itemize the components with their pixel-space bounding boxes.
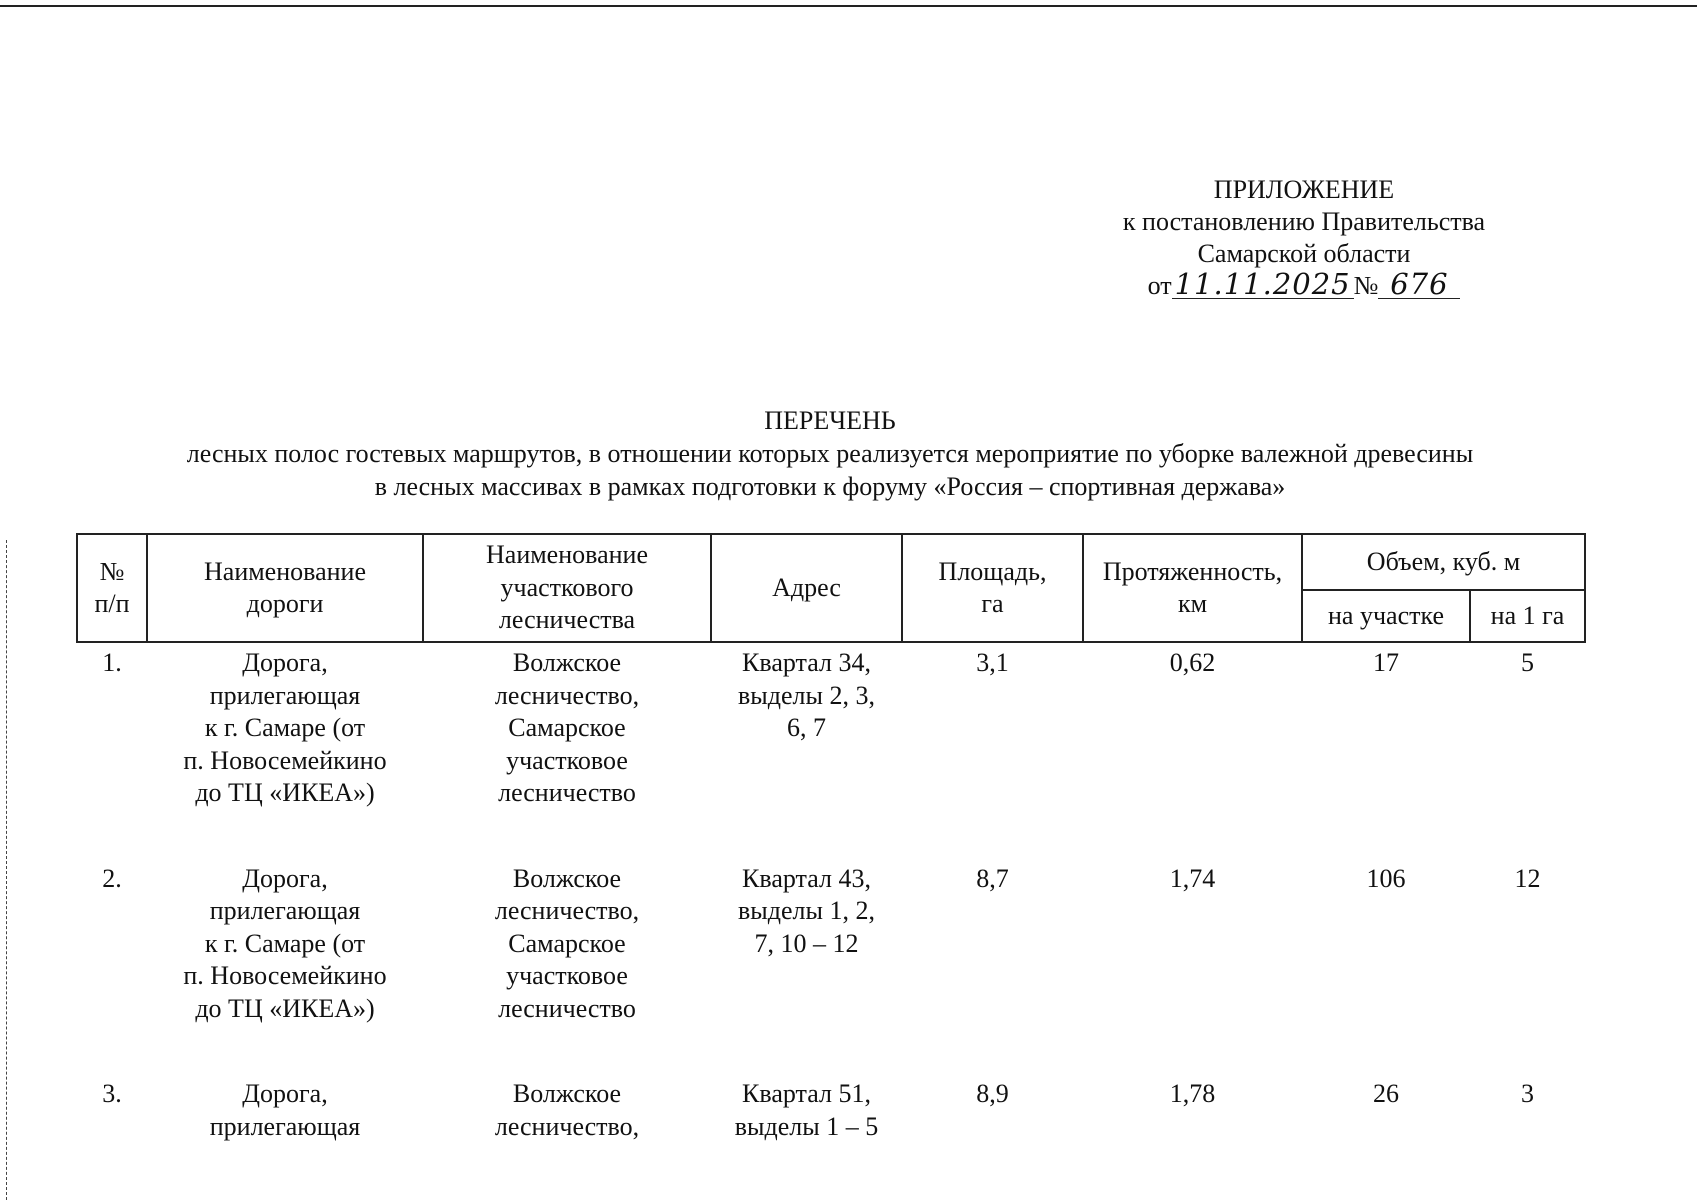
header-volume-per-ha: на 1 га (1470, 590, 1585, 642)
header-volume: Объем, куб. м (1302, 534, 1585, 590)
cell-volume-site: 106 (1366, 863, 1406, 893)
annex-line-2: Самарской области (1197, 239, 1411, 268)
cell-volume-site: 17 (1373, 648, 1399, 677)
cell-address: Квартал 51, выделы 1 – 5 (734, 1079, 879, 1141)
cell-volume-per-ha: 5 (1521, 648, 1534, 677)
document-heading (80, 404, 1580, 503)
forest-strips-table (76, 533, 1586, 1143)
cell-volume-per-ha: 3 (1521, 1079, 1534, 1108)
cell-length: 1,78 (1169, 1079, 1216, 1108)
header-forestry: Наименование участкового лесничества (423, 534, 711, 642)
cell-road: Дорога, прилегающая к г. Самаре (от п. Новосемейкино до ТЦ «ИКЕА») (183, 648, 387, 807)
heading-line-2: в лесных массивах в рамках подготовки к форуму «Россия – спортивная держава» (374, 472, 1286, 501)
from-label: от (1147, 271, 1172, 300)
cell-road: Дорога, прилегающая к г. Самаре (от п. Новосемейкино до ТЦ «ИКЕА») (183, 863, 387, 1023)
cell-area: 3,1 (976, 648, 1009, 677)
heading-line-1: лесных полос гостевых маршрутов, в отношении которых реализуется мероприятие по уборке валежной древесины (186, 439, 1474, 468)
heading-title: ПЕРЕЧЕНЬ (764, 406, 896, 435)
table-row (77, 642, 1585, 859)
header-address: Адрес (711, 534, 902, 642)
handwritten-date: 11.11.2025 (1172, 270, 1354, 299)
cell-address: Квартал 43, выделы 1, 2, 7, 10 – 12 (738, 863, 875, 958)
cell-address: Квартал 34, выделы 2, 3, 6, 7 (738, 648, 875, 742)
cell-volume-per-ha: 12 (1514, 863, 1541, 893)
annex-date-number-line (1080, 267, 1528, 302)
cell-num: 3. (102, 1079, 122, 1108)
cell-road: Дорога, прилегающая (209, 1079, 361, 1141)
annex-block (1080, 174, 1528, 302)
cell-forestry: Волжское лесничество, (494, 1079, 640, 1141)
header-num: № п/п (77, 534, 147, 642)
table-row (77, 859, 1585, 1075)
cell-num: 2. (102, 863, 122, 893)
left-scan-edge (6, 540, 7, 1200)
cell-forestry: Волжское лесничество, Самарское участковое лесничество (494, 648, 640, 807)
cell-volume-site: 26 (1373, 1079, 1399, 1108)
cell-area: 8,7 (976, 863, 1009, 893)
cell-area: 8,9 (976, 1079, 1009, 1108)
handwritten-number: 676 (1378, 270, 1460, 299)
header-road: Наименование дороги (147, 534, 423, 642)
cell-num: 1. (102, 648, 122, 677)
top-edge-line (0, 5, 1697, 7)
annex-title: ПРИЛОЖЕНИЕ (1213, 175, 1395, 204)
annex-line-1: к постановлению Правительства (1122, 207, 1486, 236)
cell-length: 1,74 (1169, 863, 1216, 893)
number-label: № (1353, 271, 1379, 300)
header-volume-site: на участке (1302, 590, 1470, 642)
table-row (77, 1074, 1585, 1143)
cell-forestry: Волжское лесничество, Самарское участковое лесничество (494, 863, 640, 1023)
header-area: Площадь, га (902, 534, 1083, 642)
header-length: Протяженность, км (1083, 534, 1302, 642)
cell-length: 0,62 (1169, 648, 1216, 677)
